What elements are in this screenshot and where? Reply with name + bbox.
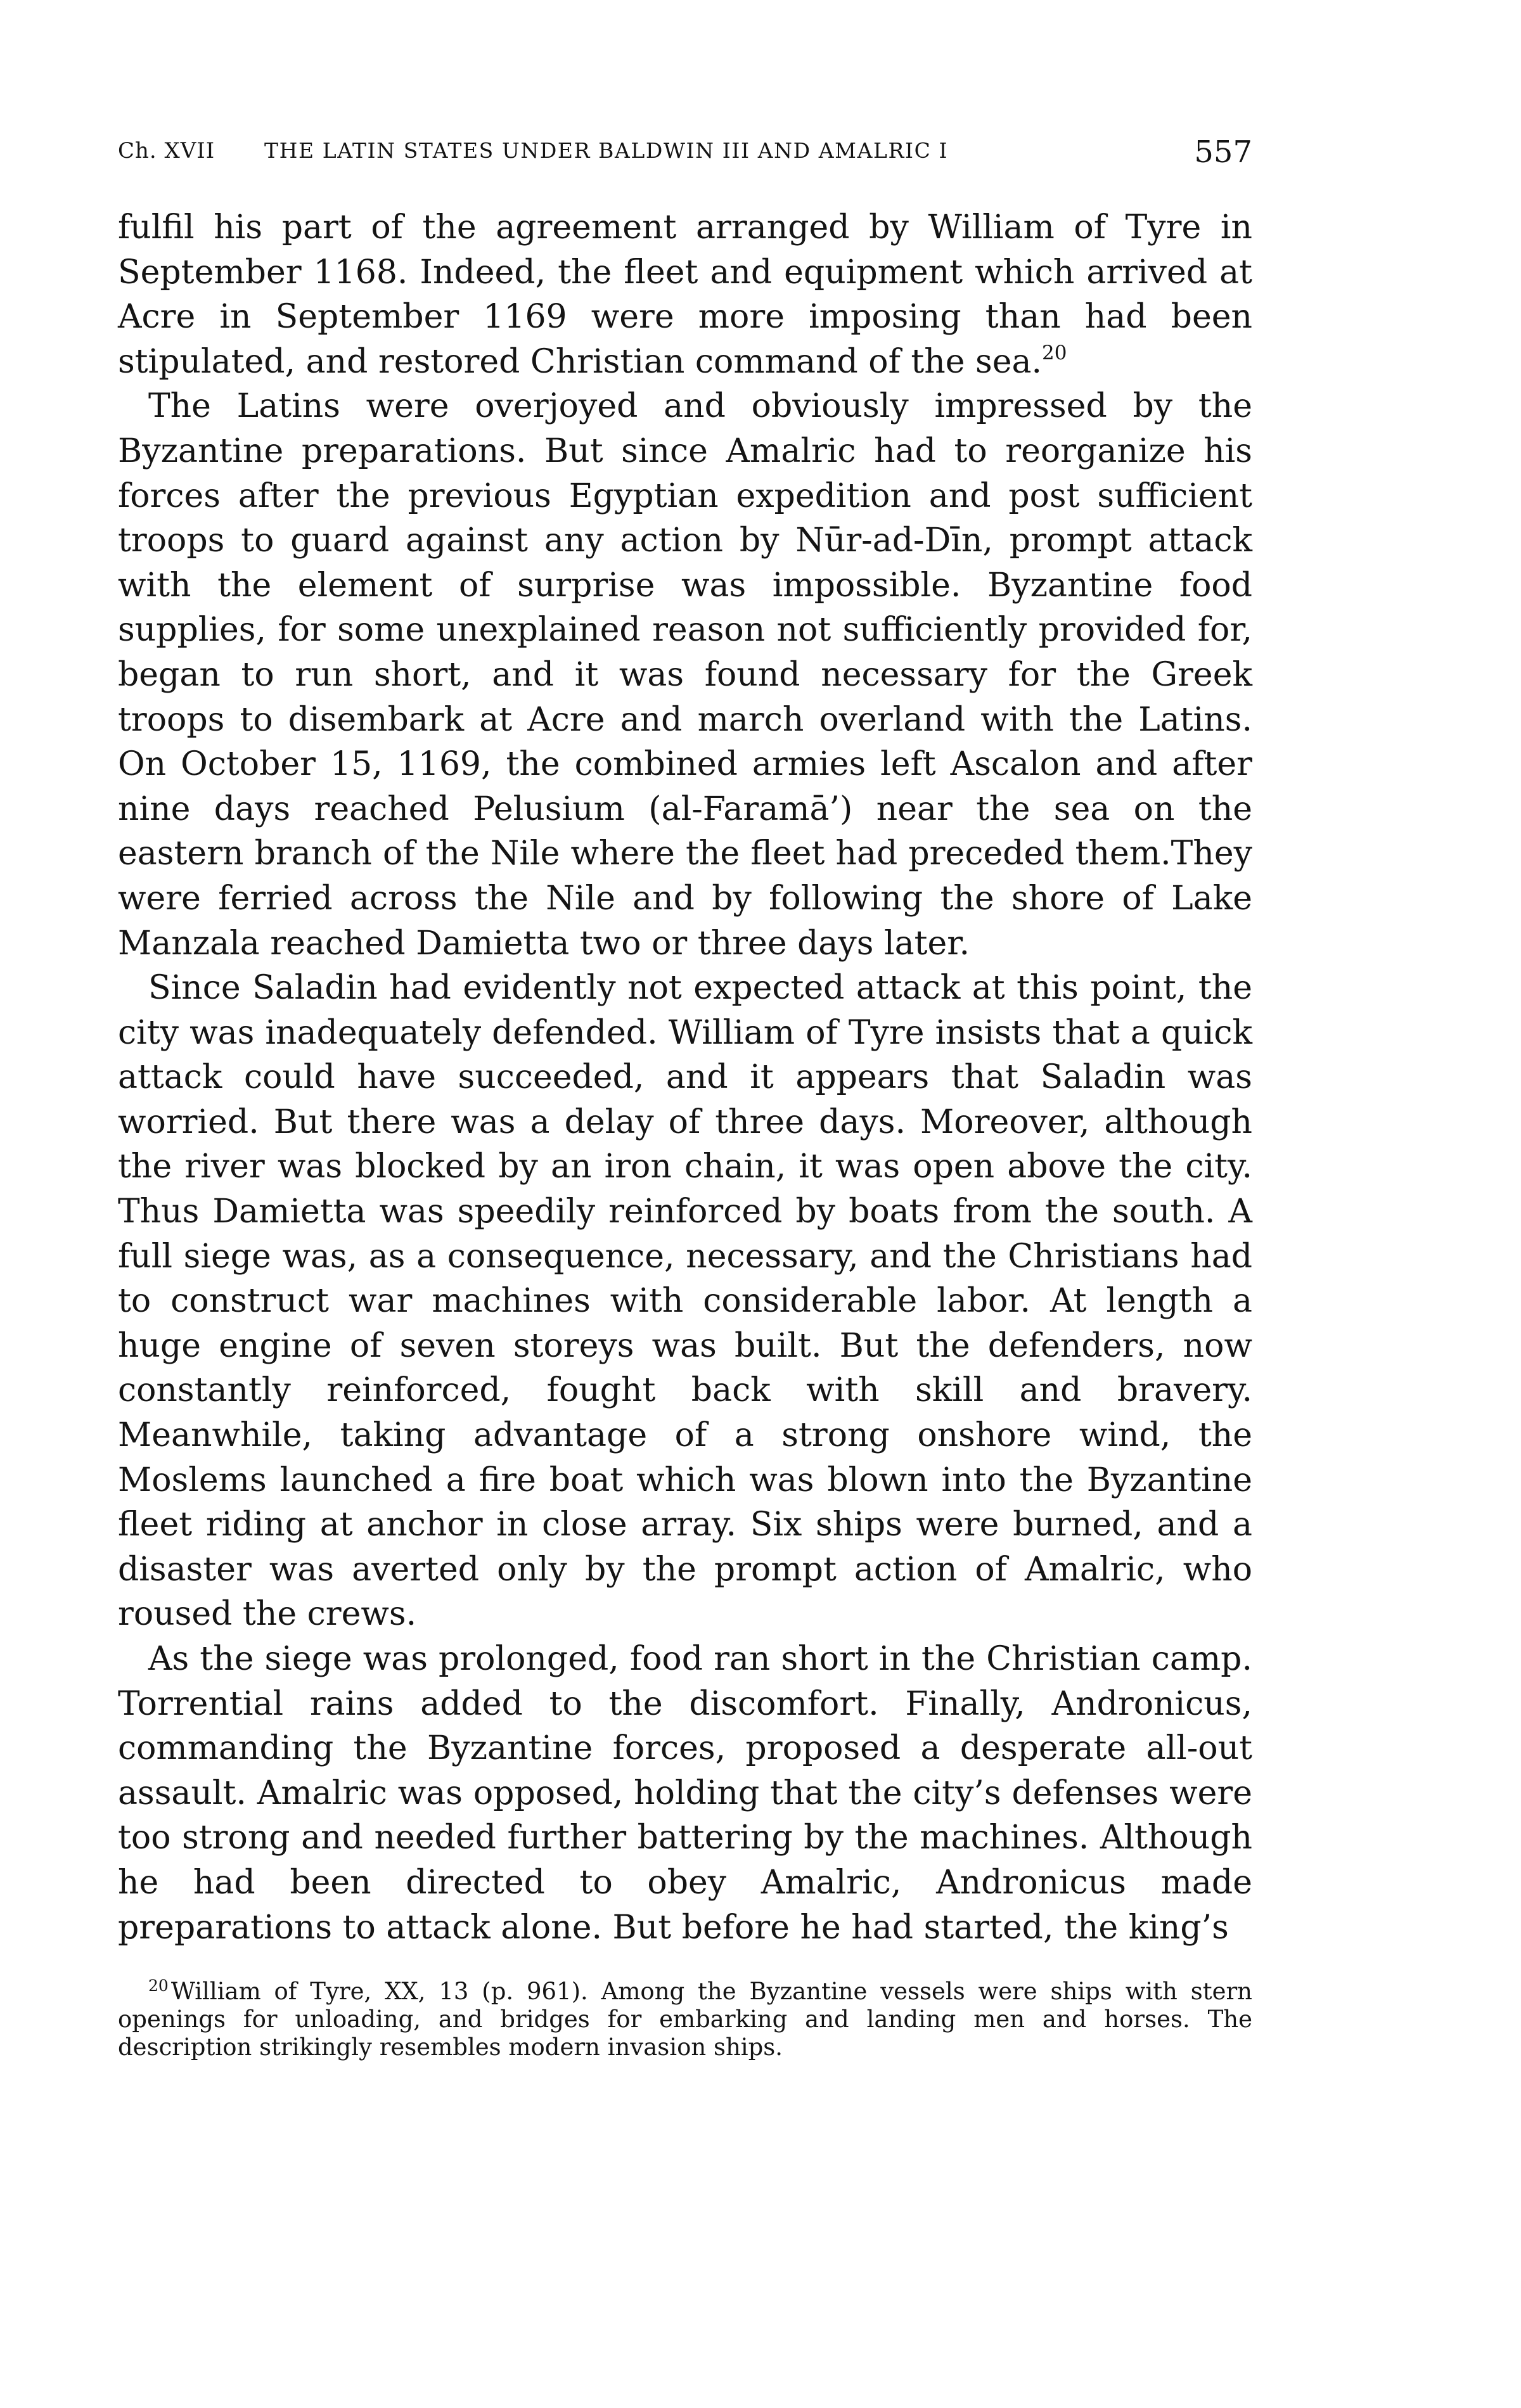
body-text <box>118 205 1252 1950</box>
page-number: 557 <box>1194 134 1252 170</box>
footnote-reference: 20 <box>1042 341 1067 364</box>
footnote-text: William of Tyre, XX, 13 (p. 961). Among the Byzantine vessels were ships with stern openings for unloading, and bridges for embarking and landing men and horses. The description strikingly resembles modern invasion ships. <box>118 1978 1252 2061</box>
book-page <box>118 124 1252 2061</box>
paragraph-1-text: fulfil his part of the agreement arranged by William of Tyre in September 1168. Indeed, the fleet and equipment which arrived at Acre in September 1169 were more imposing than had been stipulated, and restored Christian command of the sea. <box>118 208 1252 381</box>
footnote <box>118 1978 1252 2061</box>
running-head <box>118 124 1252 179</box>
paragraph-1 <box>118 205 1252 384</box>
footnote-number: 20 <box>148 1976 169 1995</box>
chapter-label: Ch. XVII <box>118 138 215 163</box>
paragraph-3: Since Saladin had evidently not expected attack at this point, the city was inadequately defended. William of Tyre insists that a quick attack could have succeeded, and it appears that Saladin was worried. But there was a delay of three days. Moreover, although the river was blocked by an iron chain, it was open above the city. Thus Damietta was speedily reinforced by boats from the south. A full siege was, as a consequence, necessary, and the Christians had to construct war machines with considerable labor. At length a huge engine of seven storeys was built. But the defenders, now constantly reinforced, fought back with skill and bravery. Meanwhile, taking advantage of a strong onshore wind, the Moslems launched a fire boat which was blown into the Byzantine fleet riding at anchor in close array. Six ships were burned, and a disaster was averted only by the prompt action of Amalric, who roused the crews. <box>118 969 1252 1634</box>
paragraph-2: The Latins were overjoyed and obviously impressed by the Byzantine preparations. But since Amalric had to reorganize his forces after the previous Egyptian expedition and post sufficient troops to guard against any action by Nūr-ad-Dīn, prompt attack with the element of surprise was impossible. Byzantine food supplies, for some unexplained reason not sufficiently provided for, began to run short, and it was found necessary for the Greek troops to disembark at Acre and march overland with the Latins. On October 15, 1169, the combined armies left Ascalon and after nine days reached Pelusium (al-Faramā’) near the sea on the eastern branch of the Nile where the fleet had preceded them.They were ferried across the Nile and by following the shore of Lake Manzala reached Damietta two or three days later. <box>118 387 1252 963</box>
running-title: THE LATIN STATES UNDER BALDWIN III AND AMALRIC I <box>264 138 949 163</box>
paragraph-4: As the siege was prolonged, food ran short in the Christian camp. Torrential rains added to the discomfort. Finally, Andronicus, commanding the Byzantine forces, proposed a desperate all-out assault. Amalric was opposed, holding that the city’s defenses were too strong and needed further battering by the machines. Although he had been directed to obey Amalric, Andronicus made preparations to attack alone. But before he had started, the king’s <box>118 1640 1252 1947</box>
